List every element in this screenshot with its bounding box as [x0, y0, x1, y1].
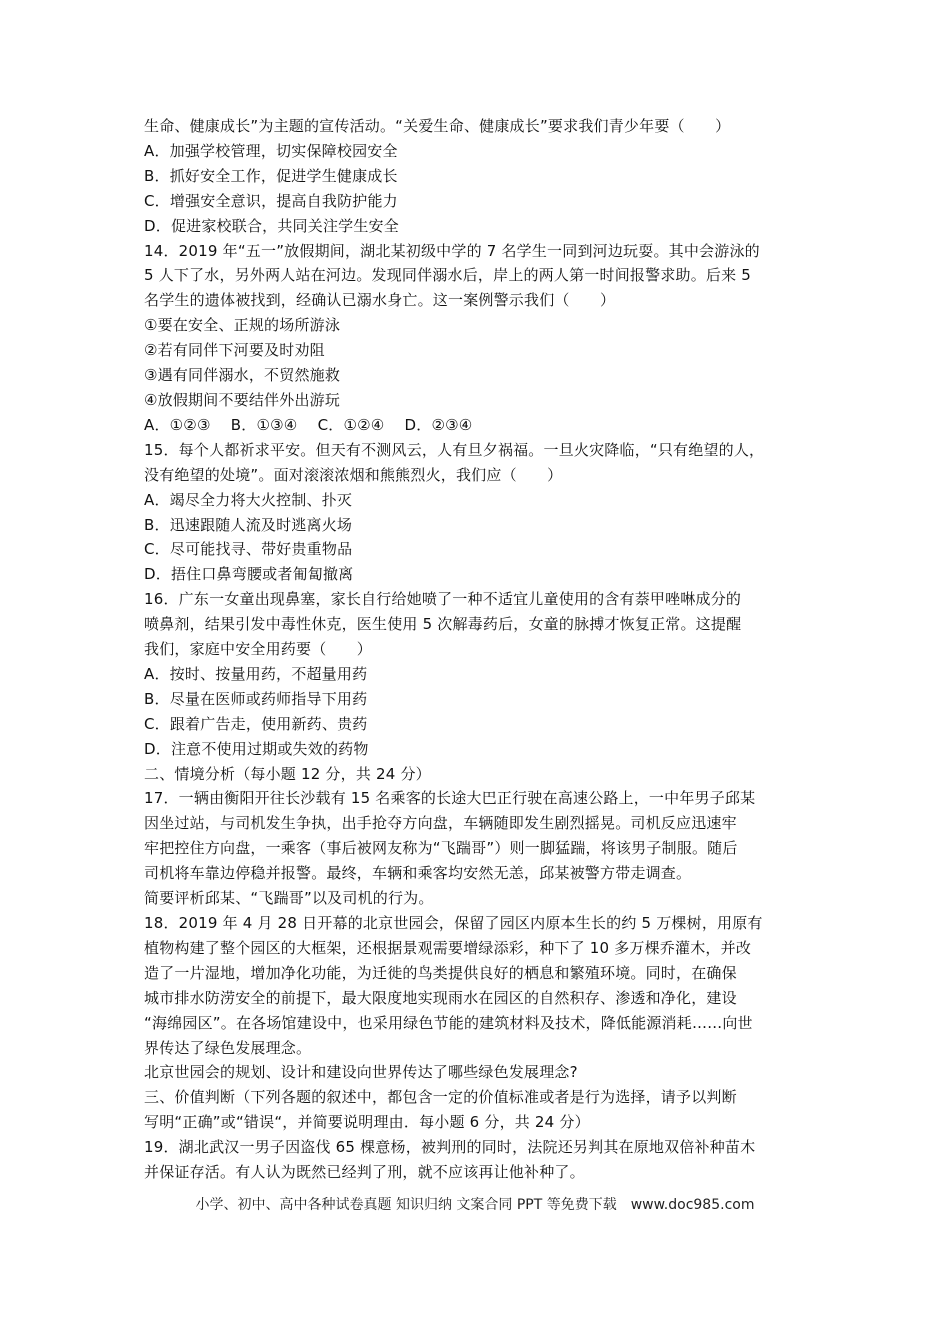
option-line: C．跟着广告走，使用新药、贵药 — [144, 714, 368, 733]
statement-line: ②若有同伴下河要及时劝阻 — [144, 341, 325, 360]
text-line: 植物构建了整个园区的大框架，还根据景观需要增绿添彩，种下了 10 多万棵乔灌木，并改 — [144, 938, 752, 957]
option-line: C．尽可能找寻、带好贵重物品 — [144, 540, 353, 559]
statement-line: ③遇有同伴溺水，不贸然施救 — [144, 366, 341, 385]
text-line: 城市排水防涝安全的前提下，最大限度地实现雨水在园区的自然积存、渗透和净化，建设 — [144, 988, 737, 1007]
section-heading: 二、情境分析（每小题 12 分，共 24 分） — [144, 764, 431, 783]
option-line: A．①②③ B．①③④ C．①②④ D．②③④ — [144, 415, 473, 434]
text-line: 牢把控住方向盘，一乘客（事后被网友称为“飞踹哥”）则一脚猛踹，将该男子制服。随后 — [144, 839, 738, 858]
option-line: B．迅速跟随人流及时逃离火场 — [144, 515, 353, 534]
option-line: D．捂住口鼻弯腰或者匍匐撤离 — [144, 565, 354, 584]
question-prompt: 北京世园会的规划、设计和建设向世界传达了哪些绿色发展理念? — [144, 1063, 578, 1082]
question-17: 17．一辆由衡阳开往长沙载有 15 名乘客的长途大巴正行驶在高速公路上，一中年男子邱某 — [144, 789, 756, 808]
option-line: C．增强安全意识，提高自我防护能力 — [144, 191, 398, 210]
statement-line: ④放假期间不要结伴外出游玩 — [144, 390, 341, 409]
text-line: 因坐过站，与司机发生争执，出手抢夺方向盘，车辆随即发生剧烈摇晃。司机反应迅速牢 — [144, 814, 737, 833]
text-line: 并保证存活。有人认为既然已经判了刑，就不应该再让他补种了。 — [144, 1163, 585, 1182]
option-line: D．注意不使用过期或失效的药物 — [144, 739, 369, 758]
question-18: 18．2019 年 4 月 28 日开幕的北京世园会，保留了园区内原本生长的约 5 万棵树，用原有 — [144, 914, 763, 932]
question-14: 14．2019 年“五一”放假期间，湖北某初级中学的 7 名学生一同到河边玩耍。其中会游泳的 — [144, 241, 760, 260]
text-line: 写明“正确”或“错误“，并简要说明理由．每小题 6 分，共 24 分） — [144, 1113, 590, 1132]
text-line: 名学生的遗体被找到，经确认已溺水身亡。这一案例警示我们（ ） — [144, 291, 616, 310]
option-line: B．抓好安全工作，促进学生健康成长 — [144, 166, 398, 185]
question-16: 16．广东一女童出现鼻塞，家长自行给她喷了一种不适宜儿童使用的含有萘甲唑啉成分的 — [144, 590, 742, 609]
option-line: A．加强学校管理，切实保障校园安全 — [144, 141, 398, 160]
text-line: 造了一片湿地，增加净化功能，为迁徙的鸟类提供良好的栖息和繁殖环境。同时，在确保 — [144, 963, 737, 982]
section-heading: 三、价值判断（下列各题的叙述中，都包含一定的价值标准或者是行为选择，请予以判断 — [144, 1088, 737, 1107]
option-line: D．促进家校联合，共同关注学生安全 — [144, 216, 399, 235]
question-prompt: 简要评析邱某、“飞踹哥”以及司机的行为。 — [144, 889, 434, 908]
text-line: 生命、健康成长”为主题的宣传活动。“关爱生命、健康成长”要求我们青少年要（ ） — [144, 117, 731, 135]
document-body — [144, 114, 814, 1185]
text-line: 司机将车靠边停稳并报警。最终，车辆和乘客均安然无恙，邱某被警方带走调查。 — [144, 864, 692, 883]
text-line: “海绵园区”。在各场馆建设中，也采用绿色节能的建筑材料及技术，降低能源消耗……向世 — [144, 1013, 753, 1032]
option-line: A．竭尽全力将大火控制、扑灭 — [144, 490, 353, 509]
question-15: 15．每个人都祈求平安。但天有不测风云，人有旦夕祸福。一旦火灾降临，“只有绝望的人， — [144, 440, 765, 459]
text-line: 没有绝望的处境”。面对滚滚浓烟和熊熊烈火，我们应（ ） — [144, 465, 563, 484]
text-line: 界传达了绿色发展理念。 — [144, 1038, 312, 1057]
option-line: B．尽量在医师或药师指导下用药 — [144, 689, 368, 708]
question-19: 19．湖北武汉一男子因盗伐 65 棵意杨，被判刑的同时，法院还另判其在原地双倍补种苗木 — [144, 1138, 756, 1157]
text-line: 我们，家庭中安全用药要（ ） — [144, 640, 373, 659]
text-line: 喷鼻剂，结果引发中毒性休克，医生使用 5 次解毒药后，女童的脉搏才恢复正常。这提醒 — [144, 615, 742, 634]
text-line: 5 人下了水，另外两人站在河边。发现同伴溺水后，岸上的两人第一时间报警求助。后来 5 — [144, 266, 752, 285]
statement-line: ①要在安全、正规的场所游泳 — [144, 316, 341, 335]
option-line: A．按时、按量用药，不超量用药 — [144, 664, 368, 683]
page-footer: 小学、初中、高中各种试卷真题 知识归纳 文案合同 PPT 等免费下载 www.doc985.com — [195, 1197, 755, 1213]
